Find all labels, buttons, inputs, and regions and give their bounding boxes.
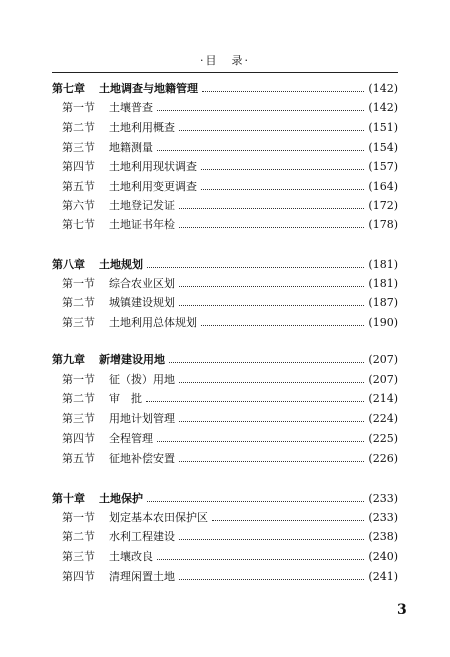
toc-entry-label: 第一节 xyxy=(62,277,95,290)
dot-leader xyxy=(169,361,364,363)
dot-leader xyxy=(179,304,364,306)
toc-entry-title: 全程管理 xyxy=(109,432,153,445)
toc-entry-label: 第二节 xyxy=(62,296,95,309)
toc-entry-page: (157) xyxy=(368,159,398,173)
toc-entry-page: (240) xyxy=(368,549,398,563)
toc-chapter-row xyxy=(52,78,398,98)
toc-header: ·目 录· xyxy=(200,54,250,67)
toc-section-row xyxy=(62,195,398,215)
toc-entry-page: (225) xyxy=(368,431,398,445)
toc-section-row xyxy=(62,408,398,428)
toc-section-row xyxy=(62,117,398,137)
dot-leader xyxy=(179,381,364,383)
dot-leader xyxy=(179,129,364,131)
toc-entry-label: 第二节 xyxy=(62,121,95,134)
dot-leader xyxy=(157,440,364,442)
toc-entry-label: 第三节 xyxy=(62,141,95,154)
toc-section-row xyxy=(62,448,398,468)
toc-entry-page: (142) xyxy=(368,81,398,95)
toc-entry-label: 第六节 xyxy=(62,199,95,212)
toc-entry-title: 清理闲置土地 xyxy=(109,570,175,583)
toc-entry-label: 第五节 xyxy=(62,452,95,465)
toc-entry-title: 土地利用变更调查 xyxy=(109,180,197,193)
toc-section-row xyxy=(62,388,398,408)
toc-entry-title: 土地利用总体规划 xyxy=(109,316,197,329)
toc-entry-title: 地籍测量 xyxy=(109,141,153,154)
toc-entry-title: 水利工程建设 xyxy=(109,530,175,543)
toc-entry-label: 第一节 xyxy=(62,373,95,386)
toc-entry-title: 土地证书年检 xyxy=(109,218,175,231)
header-rule xyxy=(52,72,398,73)
toc-section-row xyxy=(62,546,398,566)
toc-entry-page: (207) xyxy=(368,352,398,366)
toc-section-row xyxy=(62,507,398,527)
toc-section-row xyxy=(62,369,398,389)
toc-entry-page: (207) xyxy=(368,372,398,386)
toc-section-row xyxy=(62,312,398,332)
toc-entry-page: (154) xyxy=(368,140,398,154)
toc-entry-label: 第三节 xyxy=(62,412,95,425)
toc-entry-label: 第七章 xyxy=(52,82,85,95)
toc-entry-page: (164) xyxy=(368,179,398,193)
toc-entry-title: 土地利用现状调查 xyxy=(109,160,197,173)
dot-leader xyxy=(157,558,364,560)
toc-entry-page: (238) xyxy=(368,529,398,543)
toc-entry-label: 第二节 xyxy=(62,530,95,543)
dot-leader xyxy=(157,109,364,111)
toc-entry-page: (181) xyxy=(368,276,398,290)
toc-chapter-row xyxy=(52,254,398,274)
toc-entry-title: 用地计划管理 xyxy=(109,412,175,425)
toc-section-row xyxy=(62,526,398,546)
toc-entry-label: 第一节 xyxy=(62,101,95,114)
toc-section-row xyxy=(62,566,398,586)
toc-chapter-row xyxy=(52,349,398,369)
toc-section-row xyxy=(62,214,398,234)
dot-leader xyxy=(157,149,364,151)
toc-entry-title: 土地利用概查 xyxy=(109,121,175,134)
toc-entry-label: 第八章 xyxy=(52,258,85,271)
toc-section-row xyxy=(62,292,398,312)
toc-entry-title: 审 批 xyxy=(109,392,142,405)
dot-leader xyxy=(179,420,364,422)
page-number: 3 xyxy=(397,602,407,618)
dot-leader xyxy=(201,188,364,190)
dot-leader xyxy=(147,500,364,502)
toc-entry-label: 第十章 xyxy=(52,492,85,505)
toc-entry-label: 第三节 xyxy=(62,550,95,563)
toc-entry-page: (187) xyxy=(368,295,398,309)
dot-leader xyxy=(146,400,364,402)
toc-entry-title: 新增建设用地 xyxy=(99,353,165,366)
toc-entry-page: (142) xyxy=(368,100,398,114)
toc-entry-page: (190) xyxy=(368,315,398,329)
toc-entry-title: 土壤普查 xyxy=(109,101,153,114)
toc-entry-title: 综合农业区划 xyxy=(109,277,175,290)
toc-section-row xyxy=(62,273,398,293)
dot-leader xyxy=(212,519,364,521)
toc-entry-title: 城镇建设规划 xyxy=(109,296,175,309)
dot-leader xyxy=(201,168,364,170)
toc-entry-label: 第九章 xyxy=(52,353,85,366)
toc-entry-page: (181) xyxy=(368,257,398,271)
dot-leader xyxy=(202,90,364,92)
toc-section-row xyxy=(62,137,398,157)
dot-leader xyxy=(179,578,364,580)
dot-leader xyxy=(179,285,364,287)
toc-entry-label: 第三节 xyxy=(62,316,95,329)
toc-entry-page: (224) xyxy=(368,411,398,425)
toc-section-row xyxy=(62,428,398,448)
toc-entry-page: (233) xyxy=(368,491,398,505)
toc-entry-label: 第四节 xyxy=(62,570,95,583)
toc-entry-label: 第二节 xyxy=(62,392,95,405)
dot-leader xyxy=(179,538,364,540)
toc-entry-page: (233) xyxy=(368,510,398,524)
toc-section-row xyxy=(62,156,398,176)
dot-leader xyxy=(201,324,364,326)
toc-entry-label: 第一节 xyxy=(62,511,95,524)
toc-entry-page: (226) xyxy=(368,451,398,465)
toc-section-row xyxy=(62,176,398,196)
toc-entry-page: (151) xyxy=(368,120,398,134)
toc-entry-page: (241) xyxy=(368,569,398,583)
toc-chapter-row xyxy=(52,488,398,508)
toc-entry-title: 土地登记发证 xyxy=(109,199,175,212)
toc-entry-page: (178) xyxy=(368,217,398,231)
dot-leader xyxy=(179,207,364,209)
toc-entry-page: (214) xyxy=(368,391,398,405)
toc-entry-label: 第四节 xyxy=(62,432,95,445)
toc-entry-title: 土地保护 xyxy=(99,492,143,505)
toc-entry-title: 征（拨）用地 xyxy=(109,373,175,386)
toc-entry-title: 划定基本农田保护区 xyxy=(109,511,208,524)
toc-entry-label: 第五节 xyxy=(62,180,95,193)
toc-entry-title: 土地规划 xyxy=(99,258,143,271)
toc-entry-title: 土地调查与地籍管理 xyxy=(99,82,198,95)
toc-entry-title: 征地补偿安置 xyxy=(109,452,175,465)
toc-entry-title: 土壤改良 xyxy=(109,550,153,563)
dot-leader xyxy=(179,226,364,228)
dot-leader xyxy=(179,460,364,462)
toc-entry-page: (172) xyxy=(368,198,398,212)
toc-section-row xyxy=(62,97,398,117)
toc-entry-label: 第四节 xyxy=(62,160,95,173)
toc-entry-label: 第七节 xyxy=(62,218,95,231)
dot-leader xyxy=(147,266,364,268)
